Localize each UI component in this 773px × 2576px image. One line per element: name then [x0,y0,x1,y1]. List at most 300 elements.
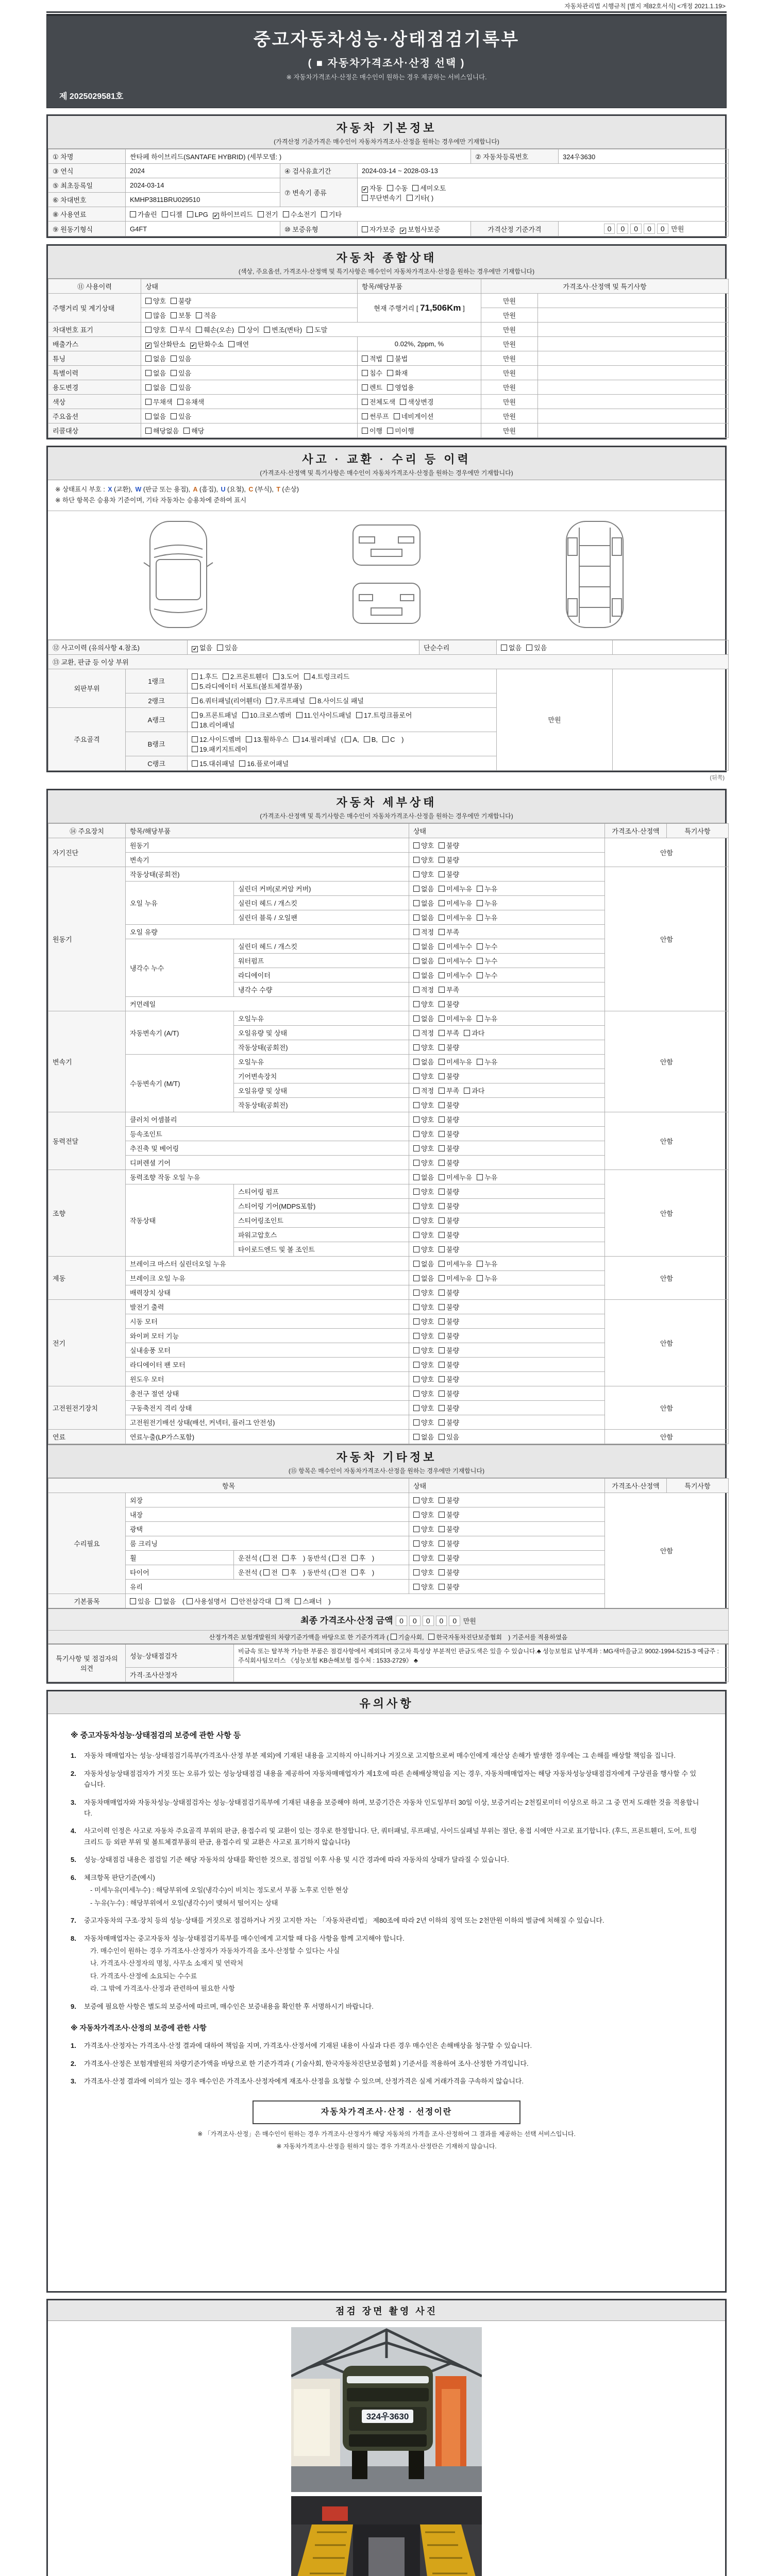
checkbox[interactable] [439,929,445,935]
fuel-system-label [48,1429,126,1444]
checkbox[interactable] [413,1145,419,1151]
cell-value [141,323,481,337]
checkbox[interactable] [439,1116,445,1123]
cell-label [48,366,141,380]
checkbox[interactable] [130,211,136,217]
text: KMHP3811BRU029510 [130,196,200,204]
notice-body [48,1714,725,2291]
checkbox[interactable] [187,1598,193,1604]
checkbox[interactable] [413,958,419,964]
checkbox[interactable] [413,1405,419,1411]
checkbox[interactable] [145,399,152,405]
checkbox[interactable] [413,1059,419,1065]
checkbox[interactable] [439,1217,445,1224]
transmission-label [280,178,358,207]
checkbox[interactable] [413,1275,419,1281]
checkbox-label: 부족 [446,1087,460,1095]
checkbox[interactable] [413,1512,419,1518]
checkbox[interactable] [171,327,177,333]
checkbox[interactable] [477,1261,483,1267]
checkbox-label: C [390,735,395,743]
checkbox[interactable] [439,886,445,892]
checkbox[interactable] [266,698,272,704]
checkbox[interactable] [356,712,362,718]
checkbox[interactable] [439,1419,445,1426]
checkbox[interactable] [171,370,177,376]
checkbox[interactable] [413,1015,419,1022]
checkbox[interactable] [192,736,198,742]
cell-value [234,968,409,982]
text: 상태 [413,1482,427,1490]
checkbox[interactable] [439,1275,445,1281]
checkbox[interactable] [439,1232,445,1238]
checkbox[interactable] [145,355,152,362]
text: ) 동반석 ( [301,1568,333,1577]
checkbox[interactable] [413,1088,419,1094]
checkbox[interactable] [413,1174,419,1180]
checkbox[interactable] [413,1203,419,1209]
checkbox[interactable] [477,1015,483,1022]
first-reg-value [126,178,280,193]
text: ) [370,1554,375,1562]
checkbox-label: 불량 [446,1289,460,1297]
cell-value [126,1112,409,1126]
checkbox[interactable] [477,958,483,964]
checkbox-label: 양호 [421,841,434,850]
checkbox[interactable] [217,645,223,651]
cell-value [188,707,497,732]
checkbox[interactable] [413,1030,419,1036]
checkbox[interactable] [439,1362,445,1368]
checkbox[interactable] [412,185,418,191]
checkbox[interactable] [413,1555,419,1561]
checkbox-checked[interactable]: ✔ [192,646,197,652]
checkbox[interactable] [196,312,202,318]
checkbox[interactable] [439,987,445,993]
checkbox-label: 양호 [421,1188,434,1196]
checkbox[interactable] [413,1261,419,1267]
text: 등속조인트 [130,1130,162,1138]
checkbox[interactable] [413,1102,419,1108]
notice-item-number: 9. [71,2002,76,2010]
checkbox[interactable] [187,211,193,217]
checkbox[interactable] [192,712,198,718]
checkbox[interactable] [439,1030,445,1036]
checkbox[interactable] [464,1030,470,1036]
cell-value [126,1141,409,1155]
checkbox[interactable] [387,384,393,391]
checkbox[interactable] [413,1044,419,1050]
checkbox-label: 후 [290,1554,297,1562]
checkbox[interactable] [246,736,252,742]
text: ① 차명 [53,153,74,161]
checkbox[interactable] [439,1073,445,1079]
checkbox[interactable] [413,1434,419,1440]
simple-repair-label [419,640,497,654]
checkbox[interactable] [439,1102,445,1108]
checkbox-label: 불량 [446,1115,460,1124]
checkbox-item [439,1086,459,1095]
checkbox-item [217,642,238,652]
checkbox[interactable] [192,760,198,767]
text: 연료 [53,1433,66,1441]
checkbox[interactable] [413,1497,419,1503]
checkbox[interactable] [145,312,152,318]
checkbox[interactable] [130,1598,136,1604]
checkbox[interactable] [231,1598,238,1604]
checkbox[interactable] [413,1217,419,1224]
checkbox[interactable] [183,428,190,434]
checkbox-label: 미세누유 [446,1058,473,1066]
checkbox[interactable] [296,712,303,718]
checkbox-label: 불량 [446,1583,460,1591]
checkbox[interactable] [192,673,198,680]
checkbox[interactable] [223,673,229,680]
checkbox[interactable] [477,1275,483,1281]
text: ) [370,1568,375,1577]
cell-label [48,279,141,294]
checkbox[interactable] [439,1526,445,1532]
checkbox-item [332,1567,347,1577]
model-year-label [48,164,126,178]
checkbox[interactable] [273,673,279,680]
checkbox-item [332,1553,347,1563]
checkbox[interactable] [171,312,177,318]
checkbox[interactable] [400,399,406,405]
text: 시동 모터 [130,1317,158,1326]
checkbox[interactable] [304,673,310,680]
checkbox[interactable] [145,327,152,333]
checkbox[interactable] [464,1088,470,1094]
checkbox[interactable] [171,355,177,362]
checkbox-checked[interactable]: ✔ [191,343,195,349]
checkbox[interactable] [439,1059,445,1065]
checkbox[interactable] [413,1304,419,1310]
checkbox-label: 불량 [446,856,460,864]
checkbox-label: 양호 [421,1303,434,1311]
checkbox[interactable] [439,1555,445,1561]
checkbox[interactable] [332,1569,339,1575]
checkbox-item [413,840,434,850]
cell-value [409,910,605,924]
checkbox[interactable] [362,370,368,376]
cell-value [234,1242,409,1256]
checkbox-label: 침수 [369,369,383,377]
checkbox-checked[interactable]: ✔ [146,343,151,349]
checkbox[interactable] [439,1347,445,1353]
checkbox[interactable] [413,987,419,993]
checkbox[interactable] [413,943,419,950]
checkbox-item [439,1013,472,1023]
checkbox[interactable] [228,341,234,347]
checkbox-item [439,941,472,951]
checkbox[interactable] [439,1261,445,1267]
checkbox[interactable] [413,1584,419,1590]
checkbox[interactable] [282,1569,289,1575]
checkbox-item [413,1042,434,1052]
checkbox[interactable] [439,1333,445,1339]
checkbox[interactable] [439,1203,445,1209]
checkbox[interactable] [439,1088,445,1094]
checkbox[interactable] [145,413,152,419]
checkbox[interactable] [155,1598,161,1604]
checkbox[interactable] [413,1376,419,1382]
checkbox-item [413,941,434,951]
checkbox-item [400,397,433,406]
checkbox[interactable] [439,1015,445,1022]
checkbox[interactable] [428,1634,434,1640]
checkbox[interactable] [362,384,368,391]
checkbox[interactable] [439,1290,445,1296]
checkbox-item [362,193,402,202]
checkbox[interactable] [192,722,198,728]
checkbox[interactable] [439,900,445,906]
checkbox[interactable] [263,1569,270,1575]
checkbox[interactable] [263,1555,270,1561]
checkbox[interactable] [477,1174,483,1180]
checkbox[interactable] [413,1160,419,1166]
checkbox[interactable] [439,1512,445,1518]
checkbox[interactable] [282,1555,289,1561]
document-page [46,0,727,2576]
checkbox[interactable] [258,211,264,217]
checkbox[interactable] [413,1001,419,1007]
text: 실내송풍 모터 [130,1346,171,1354]
checkbox[interactable] [439,1318,445,1325]
checkbox[interactable] [351,1555,358,1561]
cell-value [126,1371,409,1386]
checkbox-item [196,310,216,320]
checkbox[interactable] [145,384,152,391]
checkbox[interactable] [345,736,351,742]
checkbox[interactable] [413,1362,419,1368]
checkbox[interactable] [362,413,368,419]
checkbox[interactable] [362,399,368,405]
checkbox[interactable] [413,1569,419,1575]
checkbox[interactable] [295,1598,301,1604]
cell-label [605,1478,667,1493]
checkbox[interactable] [362,195,368,201]
checkbox[interactable] [439,1174,445,1180]
checkbox[interactable] [477,900,483,906]
checkbox[interactable] [439,857,445,863]
checkbox[interactable] [242,712,248,718]
checkbox[interactable] [439,1376,445,1382]
checkbox[interactable] [413,1131,419,1137]
checkbox[interactable] [192,746,198,752]
checkbox[interactable] [362,355,368,362]
checkbox[interactable] [439,943,445,950]
checkbox[interactable] [413,1391,419,1397]
checkbox[interactable] [439,972,445,978]
checkbox[interactable] [439,1145,445,1151]
checkbox[interactable] [332,1555,339,1561]
checkbox[interactable] [413,886,419,892]
checkbox[interactable] [413,900,419,906]
checkbox[interactable] [145,428,152,434]
checkbox[interactable] [307,327,313,333]
cell-label [409,823,605,838]
checkbox[interactable] [362,226,368,232]
checkbox-label: 전 [271,1568,278,1577]
vin-mark-label [48,323,141,337]
checkbox[interactable] [439,1246,445,1252]
checkbox[interactable] [192,698,198,704]
checkbox[interactable] [413,914,419,921]
checkbox[interactable] [310,698,316,704]
checkbox[interactable] [413,1189,419,1195]
checkbox-label: 누유 [484,1274,498,1282]
checkbox[interactable] [364,736,370,742]
checkbox[interactable] [171,413,177,419]
checkbox[interactable] [394,413,400,419]
checkbox[interactable] [387,370,393,376]
state-code: U [221,486,226,493]
text: 오일누유 [238,1014,264,1023]
text: 제동 [53,1274,66,1282]
checkbox[interactable] [439,1540,445,1547]
checkbox[interactable] [439,1434,445,1440]
cell-value [409,1256,605,1270]
checkbox[interactable] [407,195,413,201]
checkbox[interactable] [439,1569,445,1575]
checkbox[interactable] [477,972,483,978]
text: 만원 [502,369,516,377]
checkbox[interactable] [439,1584,445,1590]
checkbox[interactable] [162,211,168,217]
checkbox[interactable] [413,1073,419,1079]
checkbox-label: 양호 [421,1332,434,1340]
cell-value [188,756,497,770]
checkbox[interactable] [413,1116,419,1123]
checkbox[interactable] [439,914,445,921]
checkbox[interactable] [439,1160,445,1166]
checkbox[interactable] [477,886,483,892]
checkbox-label: 하이브리드 [220,211,253,218]
checkbox[interactable] [413,1290,419,1296]
checkbox[interactable] [413,972,419,978]
checkbox[interactable] [413,871,419,877]
checkbox[interactable] [439,958,445,964]
checkbox[interactable] [391,1634,397,1640]
checkbox[interactable] [439,1001,445,1007]
checkbox-label: 불량 [446,1404,460,1412]
checkbox[interactable] [362,428,368,434]
checkbox[interactable] [439,1131,445,1137]
checkbox[interactable] [477,914,483,921]
cell-label [48,1478,409,1493]
checkbox-item [192,642,212,652]
steering-label [48,1170,126,1256]
text: 0.02%, 2ppm, % [394,340,444,348]
checkbox[interactable] [439,1189,445,1195]
checkbox[interactable] [413,1526,419,1532]
checkbox[interactable] [177,399,183,405]
checkbox[interactable] [196,327,202,333]
checkbox-item [439,1388,459,1398]
checkbox[interactable] [439,842,445,849]
checkbox[interactable] [477,943,483,950]
checkbox[interactable] [145,370,152,376]
checkbox-item [145,368,166,378]
checkbox[interactable] [171,298,177,304]
checkbox[interactable] [413,1347,419,1353]
repair-needed-label [48,1493,126,1594]
checkbox-checked[interactable]: ✔ [362,187,367,193]
checkbox[interactable] [439,871,445,877]
cell-value [409,1170,605,1184]
checkbox-item [266,696,305,705]
checkbox-item [387,353,408,363]
checkbox[interactable] [382,736,389,742]
checkbox-label: 양호 [421,1231,434,1239]
checkbox-checked[interactable]: ✔ [401,228,406,234]
checkbox-label: 미세누유 [446,1274,473,1282]
checkbox[interactable] [439,1497,445,1503]
checkbox-item [439,1071,459,1081]
checkbox[interactable] [387,185,393,191]
text: 만원 [502,384,516,392]
checkbox[interactable] [439,1391,445,1397]
checkbox[interactable] [413,842,419,849]
text: 오일유량 및 상태 [238,1029,288,1037]
checkbox[interactable] [439,1405,445,1411]
checkbox[interactable] [387,428,393,434]
checkbox[interactable] [413,1333,419,1339]
checkbox[interactable] [239,760,245,767]
checkbox[interactable] [413,929,419,935]
checkbox-label: 매연 [236,341,249,348]
checkbox-label: 누수 [484,957,498,965]
checkbox-label: 렌트 [369,384,383,392]
vin-label [48,193,126,207]
checkbox[interactable] [413,1246,419,1252]
checkbox-checked[interactable]: ✔ [213,213,219,219]
checkbox[interactable] [264,327,270,333]
checkbox[interactable] [387,355,393,362]
checkbox[interactable] [293,736,299,742]
checkbox[interactable] [413,1540,419,1547]
checkbox[interactable] [413,1419,419,1426]
checkbox[interactable] [413,857,419,863]
price-not-done [605,867,729,1011]
amount-digit: 0 [449,1616,460,1626]
checkbox[interactable] [276,1598,282,1604]
document-number: 제 2025029581호 [59,92,124,101]
checkbox[interactable] [239,327,245,333]
checkbox[interactable] [171,384,177,391]
cell-value [538,337,729,351]
checkbox[interactable] [439,1044,445,1050]
cell-value [358,423,481,438]
checkbox[interactable] [283,211,289,217]
checkbox-label: 없음 [421,971,434,979]
notice-item-number: 3. [71,2077,76,2086]
checkbox-label: 양호 [421,1216,434,1225]
checkbox[interactable] [192,683,198,689]
checkbox[interactable] [413,1232,419,1238]
checkbox[interactable] [145,298,152,304]
amount-digit: 0 [657,224,668,234]
checkbox[interactable] [477,1059,483,1065]
checkbox[interactable] [413,1318,419,1325]
checkbox[interactable] [501,645,507,651]
checkbox[interactable] [439,1304,445,1310]
checkbox[interactable] [321,211,327,217]
checkbox[interactable] [351,1569,358,1575]
checkbox[interactable] [526,645,532,651]
text: 자기진단 [53,849,79,857]
